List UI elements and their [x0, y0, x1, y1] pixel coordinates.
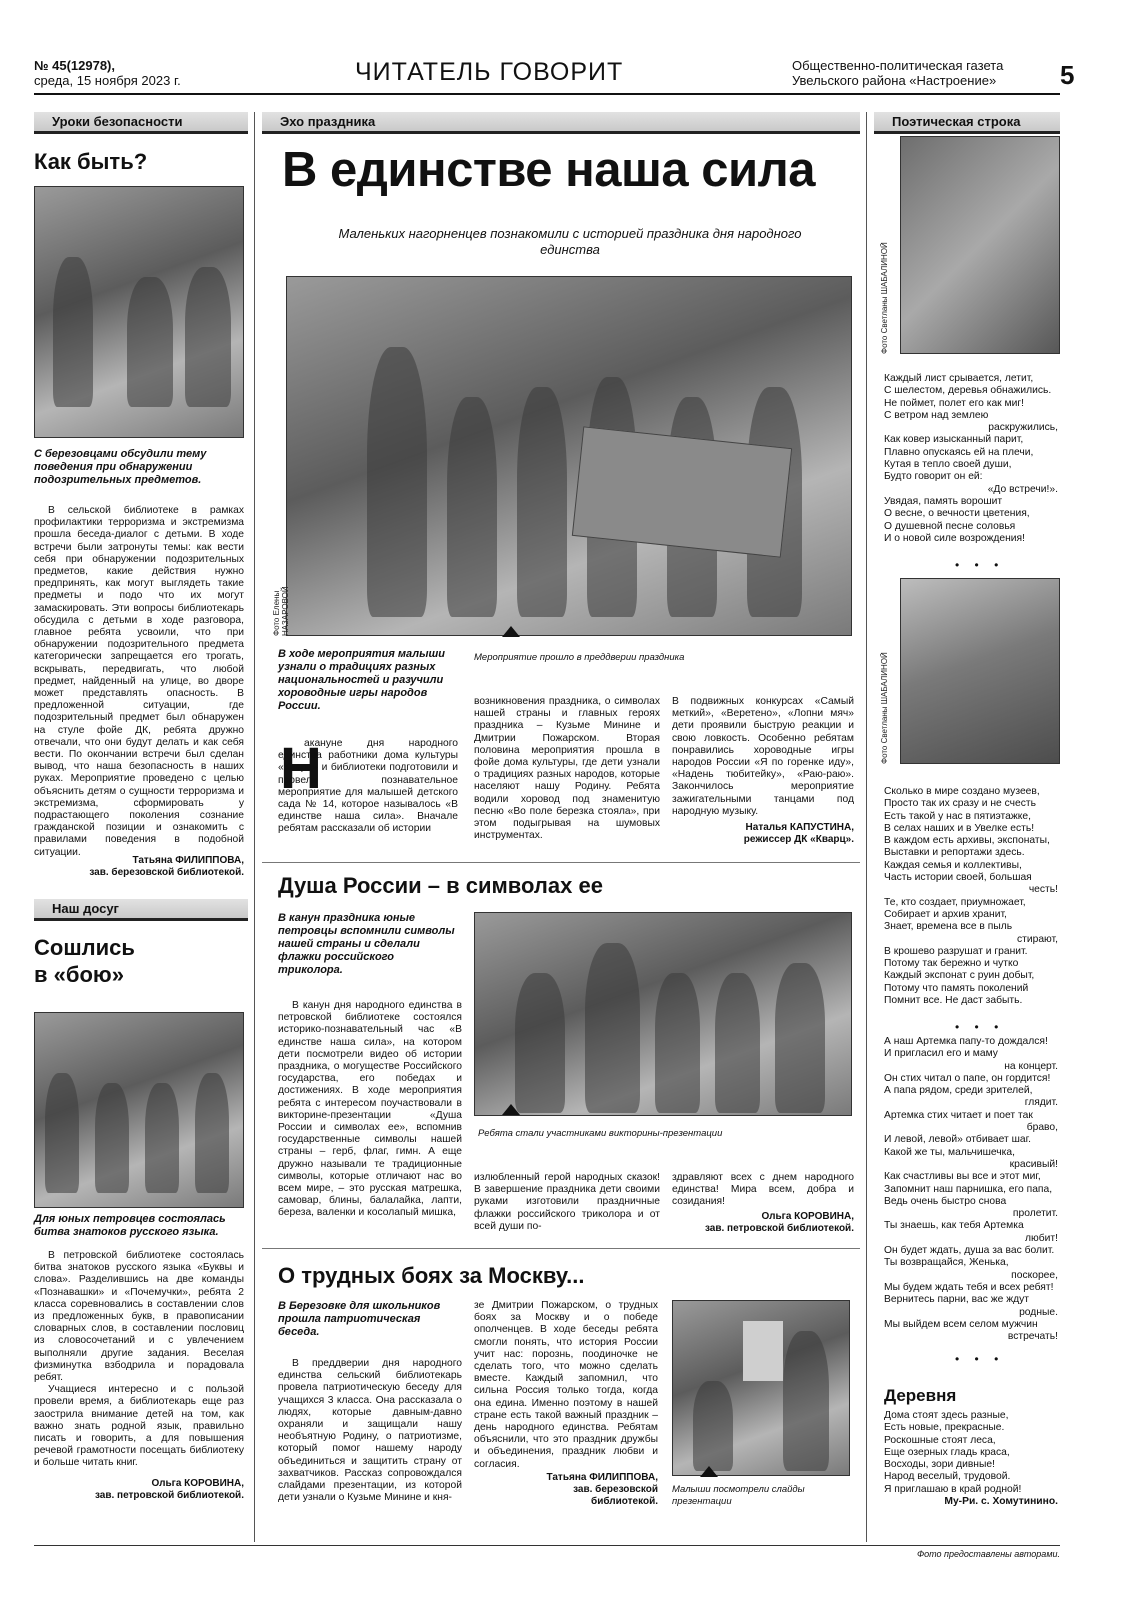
caption-marker-icon: [700, 1466, 718, 1477]
poem-line: Те, кто создает, приумножает,: [884, 896, 1026, 908]
photo-credit-shabalina-2: Фото Светланы ШАБАЛИНОЙ: [880, 652, 889, 764]
paper-name-line1: Общественно-политическая газета: [792, 58, 1004, 73]
poem-line: В каждом есть архивы, экспонаты,: [884, 835, 1050, 847]
poem-line: любит!: [1025, 1232, 1058, 1244]
signature-dusha: [672, 1211, 854, 1235]
lead-soshlis: Для юных петровцев состоялась битва знатоков русского языка.: [34, 1213, 226, 1238]
poem-line: Какой же ты, мальчишечка,: [884, 1146, 1015, 1158]
photo-library-quiz: [474, 912, 852, 1116]
poem-line: Ведь очень быстро снова: [884, 1195, 1007, 1207]
poem-line: Он стих читал о папе, он гордится!: [884, 1072, 1051, 1084]
poem-line: А наш Артемка папу-то дождался!: [884, 1036, 1048, 1047]
rubric-holiday-echo: Эхо праздника: [262, 112, 860, 134]
poem-line: Часть истории своей, большая: [884, 872, 1032, 884]
poem-line: Просто так их сразу и не счесть: [884, 798, 1036, 810]
poem-signature: Му-Ри. с. Хомутинино.: [944, 1496, 1058, 1508]
poem-line: раскружились,: [988, 422, 1058, 434]
dropcap: Н: [280, 736, 322, 801]
title-line1: Сошлись: [34, 935, 135, 960]
photo-caption-quiz: Ребята стали участниками викторины-презентации: [478, 1128, 723, 1139]
poem-line: Ты знаешь, как тебя Артемка: [884, 1220, 1024, 1232]
poem-line: С шелестом, деревья обнажились.: [884, 385, 1052, 397]
footer-rule: [34, 1545, 1060, 1546]
photo-children-safety: [34, 186, 244, 438]
poem-line: Есть новые, прекрасные.: [884, 1422, 1005, 1434]
lead-main: В ходе мероприятия малыши узнали о традициях разных национальностей и разучили хороводные игры народов России.: [278, 648, 446, 712]
poem-line: пролетит.: [1012, 1208, 1058, 1220]
poem-line: «До встречи!».: [987, 483, 1058, 495]
poem-autumn: [884, 373, 1058, 545]
caption-marker-icon: [502, 1104, 520, 1115]
photo-slides: [672, 1300, 850, 1476]
poem-line: Ты возвращайся, Женька,: [884, 1257, 1009, 1269]
section-title: ЧИТАТЕЛЬ ГОВОРИТ: [355, 58, 624, 86]
paper-name-line2: Увельского района «Настроение»: [792, 73, 997, 88]
photo-caption-slides: Малыши посмотрели слайды презентации: [672, 1484, 805, 1507]
poem-line: Дома стоят здесь разные,: [884, 1410, 1009, 1421]
poem-line: глядит.: [1024, 1097, 1058, 1109]
lead-kak-byt: С березовцами обсудили тему поведения при обнаружении подозрительных предметов.: [34, 448, 207, 486]
body-main-col3: В подвижных конкурсах «Самый меткий», «Веретено», «Лопни мяч» дети проявили быструю реакции и свою ловкость. Особенно ребятам понравились хороводные игры народов России «Я по горенке иду», «Надень тюбитейку», «Раю-раю». Закончилось мероприятие зажигательными танцами под народную музыку.: [672, 696, 854, 817]
poem-line: браво,: [1026, 1122, 1058, 1134]
body-dusha-col1: [278, 1000, 462, 1220]
poem-line: Сколько в мире создано музеев,: [884, 786, 1040, 797]
photo-museum-exhibit: [900, 578, 1060, 764]
article-subtitle: Маленьких нагорненцев познакомили с историей праздника дня народного единства: [338, 226, 802, 257]
body-main-col1: акануне дня народного единства работники дома культуры «Кварц» и библиотеки подготовили и провели познавательное мероприятие для малышей детского сада № 14, которое называлось «В единстве наша сила». Вначале ребятам рассказали об истории: [278, 738, 458, 835]
body-dusha-text: В канун дня народного единства в петровской библиотеке состоялся историко-познавательный час «В единстве наша сила», на котором дети посмотрели видео об истории праздника, о могуществе Российского государства, его победах и достижениях. В ходе мероприятия ребята с интересом поучаствовали в викторине-презентации «Душа России и символах ее», вспомнив государственные символы нашей страны – герб, флаг, гимн. А еще дружно называли те традиционные символы, которые отличают нас во всем мире, – это русская матрешка, самовар, блины, балалайка, лапти, береза, валенки и косолапый мишка,: [278, 1000, 462, 1219]
issue-info: [34, 58, 181, 88]
poem-line: стирают,: [1016, 933, 1058, 945]
poem-line: Каждый лист срывается, летит,: [884, 373, 1034, 384]
section-divider: [262, 1248, 860, 1249]
poem-line: Я приглашаю в край родной!: [884, 1483, 1022, 1495]
poem-line: В крошево разрушат и гранит.: [884, 945, 1028, 957]
poem-line: красивый!: [1009, 1158, 1058, 1170]
poem-title-derevnya: Деревня: [884, 1386, 957, 1405]
poem-derevnya: [884, 1410, 1058, 1508]
poem-line: Есть такой у нас в пятиэтажке,: [884, 810, 1031, 822]
issue-number: № 45(12978),: [34, 58, 115, 73]
poem-line: Кутая в тепло своей души,: [884, 459, 1012, 471]
author-name: Ольга КОРОВИНА,: [761, 1211, 854, 1222]
signature-soshlis: [34, 1478, 244, 1502]
poem-line: Запомнит наш парнишка, его папа,: [884, 1183, 1053, 1195]
author-role: режиссер ДК «Кварц».: [743, 834, 854, 845]
author-role: зав. березовской библиотекой.: [89, 867, 244, 878]
poem-line: О душевной песне соловья: [884, 520, 1016, 532]
poem-line: Собирает и архив хранит,: [884, 908, 1007, 920]
poem-line: Будто говорит он ей:: [884, 471, 983, 483]
author-name: Татьяна ФИЛИППОВА,: [132, 855, 244, 866]
rubric-leisure: Наш досуг: [34, 899, 248, 921]
body-moskva-col2: зе Дмитрии Пожарском, о трудных боях за Москву и о победе ополченцев. В ходе беседы ребята смогли понять, что история России учит нас: порознь, поодиночке не сделать того, что можно сделать вместе. Каждый запомнил, что сильна Россия только тогда, когда она едина. Именно поэтому в нашей стране есть такой важный праздник – день народного единства. Ребятам объяснили, что это праздник дружбы и объединения, праздник любви и согласия.: [474, 1300, 658, 1470]
poem-line: Знает, времена все в пыль: [884, 921, 1013, 933]
author-role: зав. петровской библиотекой.: [94, 1490, 244, 1501]
article-title-dusha: Душа России – в символах ее: [278, 873, 603, 898]
poem-line: Потому так бережно и чутко: [884, 958, 1019, 970]
poem-artemka: [884, 1036, 1058, 1343]
title-line2: в «бою»: [34, 962, 124, 987]
poem-separator: • • •: [955, 1352, 1005, 1366]
poem-line: Он будет ждать, душа за вас болит.: [884, 1245, 1055, 1257]
poem-line: Как ковер изысканный парит,: [884, 434, 1024, 446]
poem-line: Плавно опускаясь ей на плечи,: [884, 446, 1034, 458]
body-moskva-col1: [278, 1358, 462, 1504]
poem-line: Выставки и репортажи здесь.: [884, 847, 1025, 859]
photo-credit-nazarova: Фото Елены НАЗАРОВОЙ: [272, 586, 290, 636]
issue-date: среда, 15 ноября 2023 г.: [34, 73, 181, 88]
author-role: зав. петровской библиотекой.: [704, 1223, 854, 1234]
article-title-kak-byt: Как быть?: [34, 149, 148, 174]
body-kak-byt: [34, 505, 244, 859]
poem-line: А папа рядом, среди зрителей,: [884, 1085, 1033, 1097]
signature-kak-byt: [34, 855, 244, 879]
rubric-safety: Уроки безопасности: [34, 112, 248, 134]
signature-moskva: [474, 1472, 658, 1508]
lead-moskva: В Березовке для школьников прошла патриотическая беседа.: [278, 1300, 441, 1338]
poem-museum: [884, 786, 1058, 1007]
column-divider: [866, 112, 867, 1542]
column-divider: [254, 112, 255, 1542]
poem-line: Мы выйдем всем селом мужчин: [884, 1318, 1038, 1330]
body-dusha-col3: здравляют всех с днем народного единства! Мира всем, добра и созидания!: [672, 1172, 854, 1208]
poem-line: О весне, о вечности цветения,: [884, 508, 1030, 520]
poem-line: Роскошные стоят леса,: [884, 1434, 996, 1446]
poem-line: С ветром над землею: [884, 409, 989, 421]
photo-children-library: [34, 1012, 244, 1208]
poem-line: И пригласил его и маму: [884, 1048, 998, 1060]
body-soshlis-p1: В петровской библиотеке состоялась битва знатоков русского языка «Буквы и слова». Разделившись на две команды «Познавашки» и «Почемучки», ребята 2 класса соревновались в составлении слов из предложенных букв, в правописании словарных слов, в составлении пословиц из словосочетаний и с увлечением выполняли другие задания. Веселая физминутка взбодрила и порадовала ребят.: [34, 1250, 244, 1384]
body-kak-byt-text: В сельской библиотеке в рамках профилактики терроризма и экстремизма прошла беседа-диалог с детьми. В ходе встречи были затронуты темы: как вести себя при обнаружении подозрительных предметов, какие действия нужно предпринять, как могут выглядеть такие предметы и подо что их могут замаскировать. Эти вопросы библиотекарь обсудила с детьми в ходе разговора, главное ребята усвоили, что при обнаружении подозрительного предмета категорически запрещается его трогать, вскрывать, передвигать, что любой предмет, найденный на улице, во дворе может представлять опасность. В предложенной ситуации, где подозрительный предмет был обнаружен на стуле фойе ДК, ребята дружно отвечали, что они будут делать и как себя вести. По окончании встречи был сделан вывод, что наша безопасность в наших руках. Мероприятие проведено с целью объяснить детям о сущности терроризма и экстремизма, сформировать у подрастающего поколения сознание гражданской позиции и ознакомить с правилами поведения в подобной ситуации.: [34, 505, 244, 858]
poem-line: Не поймет, полет его как миг!: [884, 397, 1024, 409]
poem-line: Артемка стих читает и поет так: [884, 1109, 1033, 1121]
poem-line: Помнит все. Не даст забыть.: [884, 995, 1023, 1007]
poem-line: Вернитесь парни, вас же ждут: [884, 1294, 1029, 1306]
header-rule: [34, 93, 1060, 95]
signature-main: [672, 822, 854, 846]
poem-line: честь!: [1028, 884, 1058, 896]
poem-line: Еще озерных гладь краса,: [884, 1446, 1010, 1458]
photo-caption-main: Мероприятие прошло в преддверии праздника: [474, 652, 685, 663]
poem-line: Каждая семья и коллективы,: [884, 859, 1022, 871]
paper-name: [792, 58, 1003, 88]
poem-line: Мы будем ждать тебя и всех ребят!: [884, 1281, 1054, 1293]
body-moskva-text: В преддверии дня народного единства сельский библиотекарь провела патриотическую беседу для учащихся 3 класса. Она рассказала о людях, которые давным-давно охраняли и защищали нашу необъятную Родину, о патриотизме, который помог нашему народу объединиться и защитить страну от захватчиков. Рассказ сопровождался слайдами презентации, из которой дети узнали о Кузьме Минине и кня-: [278, 1358, 462, 1504]
rubric-poetry: Поэтическая строка: [874, 112, 1060, 134]
article-title-main: В единстве наша сила: [282, 143, 815, 197]
poem-line: В селах наших и в Увелке есть!: [884, 822, 1035, 834]
author-name: Наталья КАПУСТИНА,: [745, 822, 854, 833]
poem-line: Народ веселый, трудовой.: [884, 1471, 1011, 1483]
page-number: 5: [1060, 60, 1075, 90]
body-main-col2: возникновения праздника, о символах нашей страны и главных героях праздника – Кузьме Минине и Дмитрии Пожарском. Вторая половина мероприятия прошла в фойе дома культуры, где дети узнали о традициях разных народов, которые населяют нашу Родину. Ребята водили хоровод под знаменитую песню «Во поле березка стояла», при этом подыгрывая на шумовых инструментах.: [474, 696, 660, 842]
poem-line: Каждый экспонат с руин добыт,: [884, 970, 1035, 982]
footer-photo-credit: Фото предоставлены авторами.: [916, 1549, 1060, 1559]
poem-line: Увядая, память ворошит: [884, 495, 1003, 507]
poem-line: на концерт.: [1004, 1060, 1058, 1072]
article-title-soshlis: [34, 934, 135, 988]
photo-group-with-flag: [286, 276, 852, 636]
section-divider: [262, 862, 860, 863]
caption-marker-icon: [502, 626, 520, 637]
poem-separator: • • •: [955, 1020, 1005, 1034]
article-title-moskva: О трудных боях за Москву...: [278, 1263, 585, 1288]
poem-line: И о новой силе возрождения!: [884, 532, 1025, 544]
body-soshlis-p2: Учащиеся интересно и с пользой провели время, а библиотекарь еще раз заострила внимание детей на том, как важно знать родной язык, правильно писать и говорить, а для повышения речевой грамотности посещать библиотеку и больше читать книг.: [34, 1384, 244, 1469]
poem-line: Потому что память поколений: [884, 982, 1029, 994]
body-soshlis: [34, 1250, 244, 1470]
poem-separator: • • •: [955, 558, 1005, 572]
poem-line: родные.: [1019, 1306, 1058, 1318]
poem-line: Восходы, зори дивные!: [884, 1459, 995, 1471]
poem-line: Как счастливы вы все и этот миг,: [884, 1171, 1041, 1183]
body-dusha-col2: излюбленный герой народных сказок! В завершение праздника дети своими руками изготовили праздничные флажки российского триколора и от всей души по-: [474, 1172, 660, 1232]
author-name: Татьяна ФИЛИППОВА,: [546, 1472, 658, 1483]
author-name: Ольга КОРОВИНА,: [151, 1478, 244, 1489]
photo-autumn-leaves: [900, 136, 1060, 354]
author-role-line2: библиотекой.: [591, 1496, 658, 1507]
poem-line: поскорее,: [1011, 1269, 1058, 1281]
author-role-line1: зав. березовской: [573, 1484, 658, 1495]
poem-line: И левой, левой» отбивает шаг.: [884, 1134, 1031, 1146]
photo-credit-shabalina: Фото Светланы ШАБАЛИНОЙ: [880, 242, 889, 354]
lead-dusha: В канун праздника юные петровцы вспомнили символы нашей страны и сделали флажки российского триколора.: [278, 912, 455, 976]
poem-line: встречать!: [1007, 1331, 1058, 1343]
